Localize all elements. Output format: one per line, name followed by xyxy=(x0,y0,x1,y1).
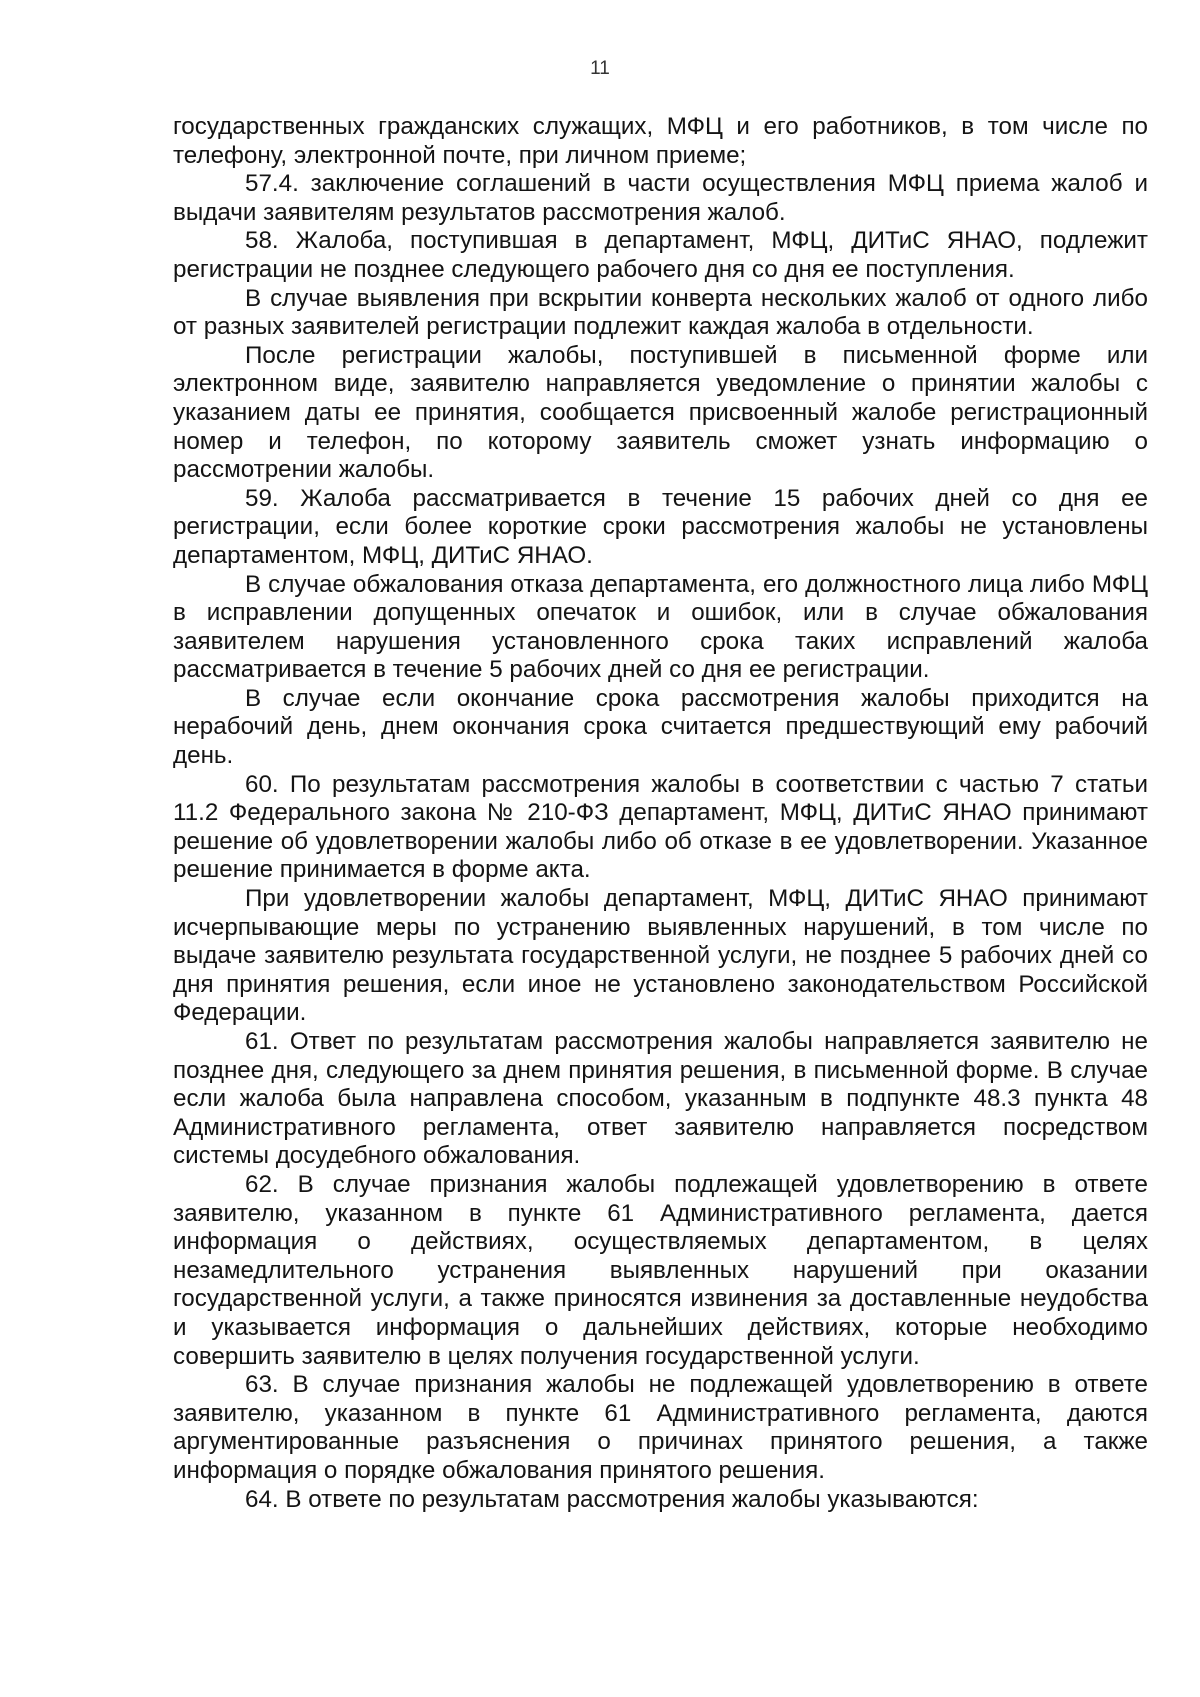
paragraph: При удовлетворении жалобы департамент, МФЦ, ДИТиС ЯНАО принимают исчерпывающие меры по устранению выявленных нарушений, в том числе по выдаче заявителю результата государственной услуги, не позднее 5 рабочих дней со дня принятия решения, если иное не установлено законодательством Российской Федерации. xyxy=(173,885,1148,1027)
paragraph: В случае выявления при вскрытии конверта нескольких жалоб от одного либо от разных заявителей регистрации подлежит каждая жалоба в отдельности. xyxy=(173,284,1148,341)
paragraph: 61. Ответ по результатам рассмотрения жалобы направляется заявителю не позднее дня, следующего за днем принятия решения, в письменной форме. В случае если жалоба была направлена способом, указанным в подпункте 48.3 пункта 48 Административного регламента, ответ заявителю направляется посредством системы досудебного обжалования. xyxy=(173,1028,1148,1170)
paragraph: государственных гражданских служащих, МФЦ и его работников, в том числе по телефону, электронной почте, при личном приеме; xyxy=(173,113,1148,169)
paragraph: 64. В ответе по результатам рассмотрения жалобы указываются: xyxy=(245,1485,979,1513)
paragraph: В случае если окончание срока рассмотрения жалобы приходится на нерабочий день, днем окончания срока считается предшествующий ему рабочий день. xyxy=(173,684,1148,770)
document-body xyxy=(173,113,1148,1514)
paragraph: 60. По результатам рассмотрения жалобы в соответствии с частью 7 статьи 11.2 Федерального закона № 210-ФЗ департамент, МФЦ, ДИТиС ЯНАО принимают решение об удовлетворении жалобы либо об отказе в ее удовлетворении. Указанное решение принимается в форме акта. xyxy=(173,770,1148,884)
paragraph: 63. В случае признания жалобы не подлежащей удовлетворению в ответе заявителю, указанном в пункте 61 Административного регламента, даются аргументированные разъяснения о причинах принятого решения, а также информация о порядке обжалования принятого решения. xyxy=(173,1371,1148,1484)
paragraph: В случае обжалования отказа департамента, его должностного лица либо МФЦ в исправлении допущенных опечаток и ошибок, или в случае обжалования заявителем нарушения установленного срока таких исправлений жалоба рассматривается в течение 5 рабочих дней со дня ее регистрации. xyxy=(173,570,1148,684)
paragraph: 57.4. заключение соглашений в части осуществления МФЦ приема жалоб и выдачи заявителям результатов рассмотрения жалоб. xyxy=(173,170,1148,226)
page-number: 11 xyxy=(590,58,610,79)
paragraph: 59. Жалоба рассматривается в течение 15 рабочих дней со дня ее регистрации, если более короткие сроки рассмотрения жалобы не установлены департаментом, МФЦ, ДИТиС ЯНАО. xyxy=(173,484,1148,569)
paragraph: 62. В случае признания жалобы подлежащей удовлетворению в ответе заявителю, указанном в пункте 61 Административного регламента, дается информация о действиях, осуществляемых департаментом, в целях незамедлительного устранения выявленных нарушений при оказании государственной услуги, а также приносятся извинения за доставленные неудобства и указывается информация о дальнейших действиях, которые необходимо совершить заявителю в целях получения государственной услуги. xyxy=(173,1170,1148,1370)
paragraph: После регистрации жалобы, поступившей в письменной форме или электронном виде, заявителю направляется уведомление о принятии жалобы с указанием даты ее принятия, сообщается присвоенный жалобе регистрационный номер и телефон, по которому заявитель сможет узнать информацию о рассмотрении жалобы. xyxy=(173,341,1148,484)
paragraph: 58. Жалоба, поступившая в департамент, МФЦ, ДИТиС ЯНАО, подлежит регистрации не позднее следующего рабочего дня со дня ее поступления. xyxy=(173,227,1148,283)
